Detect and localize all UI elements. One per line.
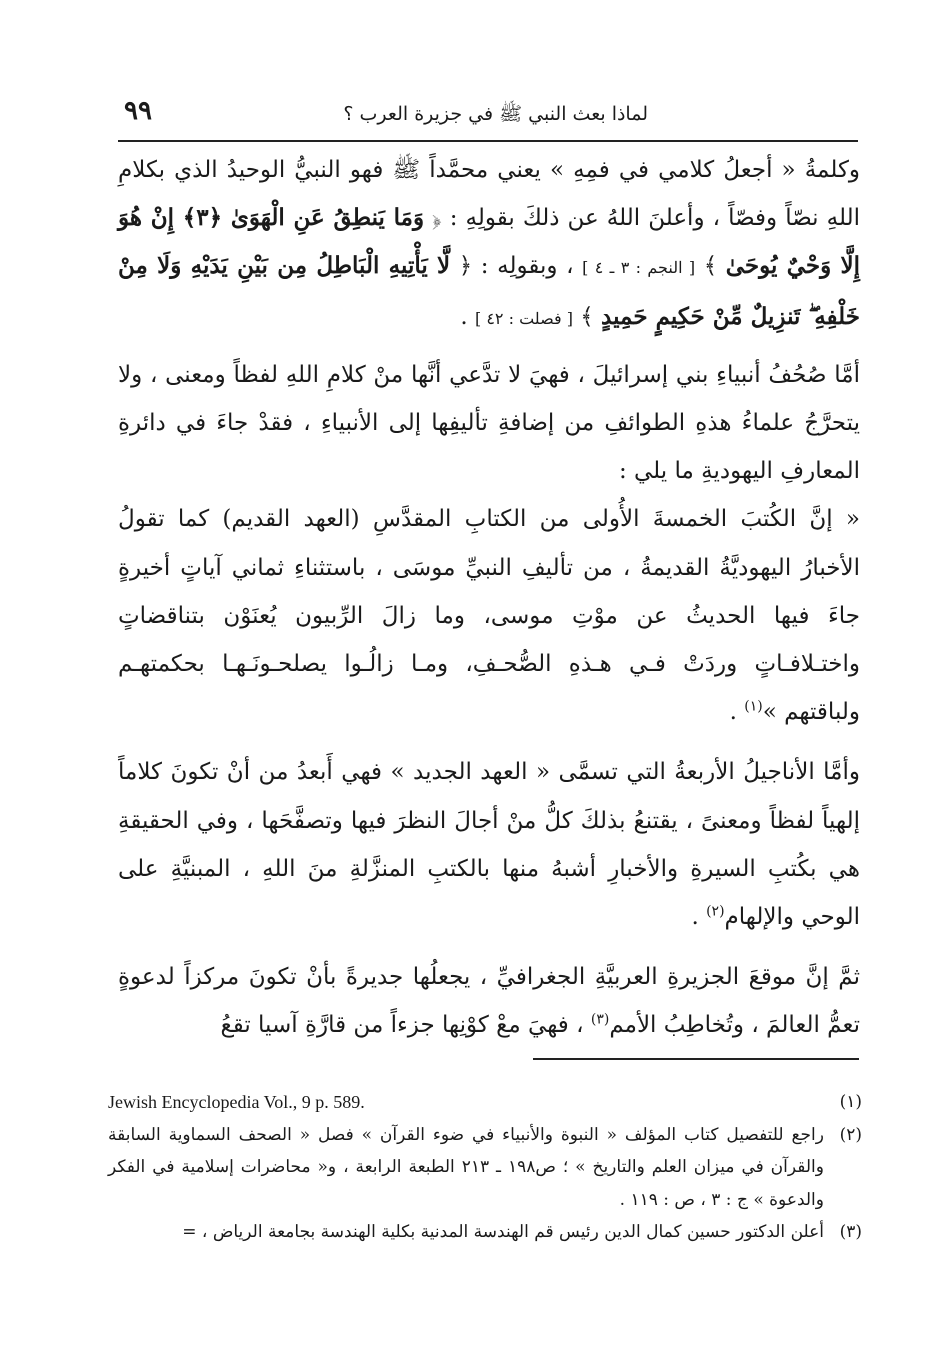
paragraph-4 xyxy=(118,748,860,941)
footnote-2 xyxy=(108,1119,862,1217)
paragraph-1-text: وكلمةُ « أجعلُ كلامي في فمِهِ » يعني محمَّداً ﷺ فهو النبيُّ الوحيدُ الذي بكلامِ اللهِ نصّاً وفصّاً ، وأعلنَ اللهُ عن ذلكَ بقولِهِ : ﴿ xyxy=(118,157,860,232)
paragraph-2: أمَّا صُحُفُ أنبياءِ بني إسرائيلَ ، فهيَ لا تدَّعي أنَّها منْ كلامِ اللهِ لفظاً ومعنى ، ولا يتحرَّجُ علماءُ هذهِ الطوائفِ من إضافةِ تأليفِها إلى الأنبياءِ ، فقدْ جاءَ في دائرةِ المعارفِ اليهوديةِ ما يلي : xyxy=(118,361,860,485)
running-header xyxy=(118,96,858,136)
verse-reference-2: [ فصلت : ٤٢ ] xyxy=(475,308,573,328)
footnote-text: راجع للتفصيل كتاب المؤلف « النبوة والأنبياء في ضوء القرآن » فصل « الصحف السماوية السابقة والقرآن في ميزان العلم والتاريخ » ؛ ص١٩٨ ـ ٢١٣ الطبعة الرابعة ، و« محاضرات إسلامية في الفكر والدعوة » ج : ٣ ، ص : ١١٩ . xyxy=(108,1124,824,1210)
paragraph-5-continuation: ، فهيَ معْ كوْنِها جزءاً من قارَّةِ آسيا تقعُ xyxy=(220,1012,591,1039)
footnote-text: أعلن الدكتور حسين كمال الدين رئيس قم الهندسة المدنية بكلية الهندسة بجامعة الرياض ، = xyxy=(182,1222,824,1242)
verse-close-1: ﴾ xyxy=(695,253,726,280)
main-text xyxy=(118,146,860,1050)
footnote-marker-3: (٣) xyxy=(590,1011,610,1028)
footnote-text: Jewish Encyclopedia Vol., 9 p. 589. xyxy=(108,1092,365,1112)
paragraph-1 xyxy=(118,146,860,343)
paragraph-1-connector: ، وبقولِه : ﴿ xyxy=(450,253,583,280)
footnote-1 xyxy=(108,1086,862,1119)
footnote-number: (٣) xyxy=(839,1222,862,1242)
footnote-marker-2: (٢) xyxy=(706,903,725,920)
footnote-3 xyxy=(108,1216,862,1249)
paragraph-4-text: وأمَّا الأناجيلُ الأربعةُ التي تسمَّى « العهد الجديد » فهي أَبعدُ من أنْ تكونَ كلاماً إلهياً لفظاً ومعنىً ، يقتنعُ بذلكَ كلُّ منْ أجالَ النظرَ فيها وتصفَّحَها ، وفي الحقيقةِ هي بكُتبِ السيرةِ والأخبارِ أشبهُ منها بالكتبِ المنزَّلةِ منَ اللهِ ، المبنيَّةِ على الوحي والإلهام xyxy=(118,759,860,931)
page-number: ٩٩ xyxy=(124,96,152,126)
running-title: لماذا بعث النبي ﷺ في جزيرة العرب ؟ xyxy=(343,103,648,125)
footnotes xyxy=(108,1086,862,1249)
quote-end: . xyxy=(729,699,745,726)
paragraph-3-quote xyxy=(118,495,860,736)
paragraph-5-text: ثمَّ إنَّ موقعَ الجزيرةِ العربيَّةِ الجغرافيِّ ، يجعلُها جديرةً بأنْ تكونَ مركزاً لدعوةٍ تعمُّ العالمَ ، وتُخاطِبُ الأمم xyxy=(118,964,860,1039)
header-rule xyxy=(118,140,858,142)
quote-text: « إنَّ الكُتبَ الخمسةَ الأُولى من الكتابِ المقدَّسِ (العهد القديم) كما تقولُ الأخبارُ اليهوديَّةُ القديمةُ ، من تأليفِ النبيِّ موسَى ، باستثناءِ ثماني آياتٍ أخيرةٍ جاءَ فيها الحديثُ عن موْتِ موسى، وما زالَ الرِّبيون يُعنَوْن بتناقضاتٍ واختـلافـاتٍ وردَتْ فـي هـذهِ الصُّحـفِ، ومـا زالُـوا يصلحـونَـهـا بحكمتهـم ولباقتهم » xyxy=(118,506,860,726)
quran-verse-2: لَّا يَأْتِيهِ الْبَاطِلُ مِن بَيْنِ يَدَيْهِ وَلَا مِنْ خَلْفِهِ ۖ تَنزِيلٌ مِّنْ حَكِيمٍ حَمِيدٍ xyxy=(118,252,860,330)
quran-verse-1: وَمَا يَنطِقُ عَنِ الْهَوَىٰ ﴿٣﴾ إِنْ هُوَ إِلَّا وَحْيٌ يُوحَىٰ xyxy=(118,204,860,280)
paragraph-1-end: . xyxy=(460,303,475,330)
paragraph-4-end: . xyxy=(691,904,707,931)
verse-close-2: ﴾ xyxy=(572,303,602,330)
paragraph-5 xyxy=(118,953,860,1049)
verse-reference-1: [ النجم : ٣ ـ ٤ ] xyxy=(582,258,696,278)
footnote-marker-1: (١) xyxy=(744,698,763,715)
footnote-separator xyxy=(533,1058,859,1060)
footnote-number: (١) xyxy=(839,1092,862,1112)
footnote-number: (٢) xyxy=(839,1124,862,1145)
